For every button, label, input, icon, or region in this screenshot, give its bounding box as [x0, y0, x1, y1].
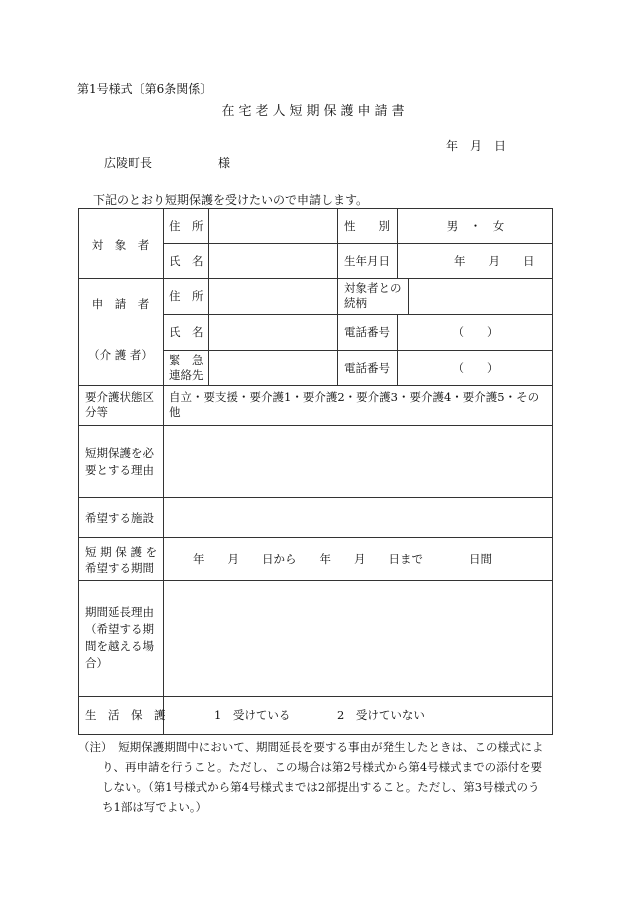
relation-label-line-2: 続柄 — [344, 296, 367, 310]
note-line-4: ち1部は写でよい。） — [102, 800, 208, 814]
welfare-option-receiving: 1 受けている — [214, 708, 291, 722]
subject-label: 対 象 者 — [91, 238, 150, 252]
extension-label-line-2: （希望する期 — [85, 622, 154, 636]
addressee-suffix: 様 — [218, 156, 231, 170]
gender-options: 男 ・ 女 — [446, 219, 505, 233]
caregiver-label: （介 護 者） — [88, 348, 153, 362]
subject-name-label: 氏 名 — [169, 254, 204, 268]
reason-label-line-1: 短期保護を必 — [85, 446, 154, 460]
period-label — [85, 544, 157, 576]
period-label-line-2: 希望する期間 — [85, 561, 154, 575]
facility-label: 希望する施設 — [85, 511, 154, 525]
note-line-3: しない。（第1号様式から第4号様式までは2部提出すること。ただし、第3号様式のう — [102, 780, 540, 794]
applicant-phone-label: 電話番号 — [344, 325, 390, 339]
period-value: 年 月 日から 年 月 日まで 日間 — [193, 552, 492, 566]
birth-date-fields: 年 月 日 — [454, 254, 535, 268]
applicant-address-label: 住 所 — [169, 289, 204, 303]
relation-label-line-1: 対象者との — [344, 281, 402, 295]
extension-label-line-4: 合） — [85, 656, 108, 670]
note-line-2: り、再申請を行うこと。ただし、この場合は第2号様式から第4号様式までの添付を要 — [102, 760, 543, 774]
extension-label-line-3: 間を越える場 — [85, 639, 154, 653]
relation-label — [344, 281, 402, 311]
care-level-options — [169, 390, 539, 420]
addressee: 広陵町長 — [104, 156, 153, 170]
reason-label — [85, 445, 154, 479]
reason-label-line-2: 要とする理由 — [85, 463, 154, 477]
care-level-options-line-1: 自立・要支援・要介護1・要介護2・要介護3・要介護4・要介護5・その — [169, 390, 540, 404]
care-level-label-line-2: 分等 — [85, 405, 108, 419]
extension-label-line-1: 期間延長理由 — [85, 605, 154, 619]
applicant-phone-value: （ ） — [452, 325, 499, 339]
applicant-name-label: 氏 名 — [169, 325, 204, 339]
page-title: 在宅老人短期保護申請書 — [221, 104, 409, 119]
care-level-options-line-2: 他 — [169, 405, 181, 419]
welfare-label: 生 活 保 護 — [85, 708, 166, 722]
emergency-phone-value: （ ） — [452, 361, 499, 375]
subject-gender-label: 性 別 — [344, 219, 390, 233]
emergency-contact-label — [169, 353, 204, 383]
care-level-label — [85, 390, 154, 420]
care-level-label-line-1: 要介護状態区 — [85, 390, 154, 404]
period-label-line-1: 短 期 保 護 を — [85, 545, 158, 559]
note-line-1: （注） 短期保護期間中において、期間延長を要する事由が発生したときは、この様式によ — [78, 740, 544, 754]
birth-date-label: 生年月日 — [344, 254, 390, 268]
form-number: 第1号様式〔第6条関係〕 — [77, 82, 213, 96]
extension-label — [85, 604, 154, 672]
subject-address-label: 住 所 — [169, 219, 204, 233]
emergency-label-line-1: 緊 急 — [169, 353, 204, 367]
applicant-label: 申 請 者 — [91, 297, 150, 311]
date-fields: 年 月 日 — [446, 139, 507, 153]
welfare-option-not-receiving: 2 受けていない — [337, 708, 425, 722]
intro-text: 下記のとおり短期保護を受けたいので申請します。 — [93, 193, 369, 207]
emergency-label-line-2: 連絡先 — [169, 368, 204, 382]
emergency-phone-label: 電話番号 — [344, 361, 390, 375]
